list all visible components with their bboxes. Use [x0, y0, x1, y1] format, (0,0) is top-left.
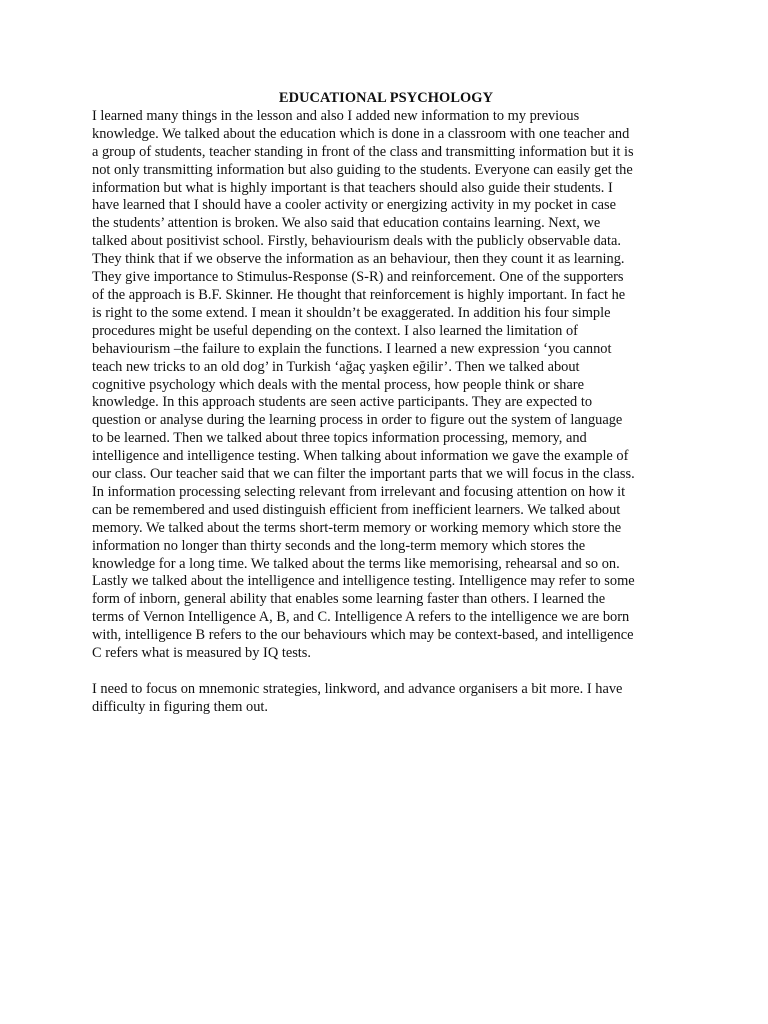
text-line: teach new tricks to an old dog’ in Turkish ‘ağaç yaşken eğilir’. Then we talked about	[92, 358, 580, 375]
text-line: difficulty in figuring them out.	[92, 698, 268, 715]
text-line: to be learned. Then we talked about three topics information processing, memory, and	[92, 430, 587, 447]
text-line: I need to focus on mnemonic strategies, linkword, and advance organisers a bit more. I have	[92, 680, 623, 697]
text-line: talked about positivist school. Firstly, behaviourism deals with the publicly observable data.	[92, 233, 622, 250]
text-line: Lastly we talked about the intelligence and intelligence testing. Intelligence may refer to some	[92, 573, 635, 590]
document-body	[92, 90, 680, 717]
text-line: a group of students, teacher standing in front of the class and transmitting information but it is	[92, 143, 634, 160]
text-line: intelligence and intelligence testing. When talking about information we gave the example of	[92, 448, 629, 465]
text-line: memory. We talked about the terms short-term memory or working memory which store the	[92, 519, 622, 536]
text-line: I learned many things in the lesson and also I added new information to my previous	[92, 107, 580, 124]
paragraph-gap	[92, 663, 680, 681]
text-line: form of inborn, general ability that enables some learning faster than others. I learned the	[92, 591, 606, 608]
text-line: C refers what is measured by IQ tests.	[92, 645, 312, 662]
text-line: knowledge. We talked about the education which is done in a classroom with one teacher and	[92, 125, 630, 142]
paragraph-1	[92, 108, 680, 663]
text-line: is right to the some extend. I mean it shouldn’t be exaggerated. In addition his four simple	[92, 304, 611, 321]
text-line: can be remembered and used distinguish efficient from inefficient learners. We talked about	[92, 501, 621, 518]
text-line: knowledge. In this approach students are seen active participants. They are expected to	[92, 394, 593, 411]
text-line: procedures might be useful depending on the context. I also learned the limitation of	[92, 322, 578, 339]
text-line: terms of Vernon Intelligence A, B, and C. Intelligence A refers to the intelligence we are born	[92, 609, 630, 626]
text-line: of the approach is B.F. Skinner. He thought that reinforcement is highly important. In fact he	[92, 286, 626, 303]
document-title: EDUCATIONAL PSYCHOLOGY	[278, 90, 494, 106]
text-line: They think that if we observe the information as an behaviour, then they count it as learning.	[92, 251, 625, 268]
text-line: knowledge for a long time. We talked about the terms like memorising, rehearsal and so on.	[92, 555, 620, 572]
text-line: behaviourism –the failure to explain the functions. I learned a new expression ‘you cannot	[92, 340, 612, 357]
text-line: our class. Our teacher said that we can filter the important parts that we will focus in the class.	[92, 466, 635, 483]
text-line: In information processing selecting relevant from irrelevant and focusing attention on how it	[92, 483, 626, 500]
text-line: the students’ attention is broken. We also said that education contains learning. Next, we	[92, 215, 601, 232]
text-line: with, intelligence B refers to the our behaviours which may be context-based, and intelligence	[92, 627, 634, 644]
text-line: question or analyse during the learning process in order to figure out the system of language	[92, 412, 623, 429]
text-line: have learned that I should have a cooler activity or energizing activity in my pocket in case	[92, 197, 617, 214]
paragraph-2	[92, 681, 680, 717]
text-line: They give importance to Stimulus-Response (S-R) and reinforcement. One of the supporters	[92, 269, 624, 286]
text-line: information no longer than thirty seconds and the long-term memory which stores the	[92, 537, 586, 554]
text-line: information but what is highly important is that teachers should also guide their students. I	[92, 179, 613, 196]
text-line: not only transmitting information but also guiding to the students. Everyone can easily get the	[92, 161, 633, 178]
text-line: cognitive psychology which deals with the mental process, how people think or share	[92, 376, 584, 393]
